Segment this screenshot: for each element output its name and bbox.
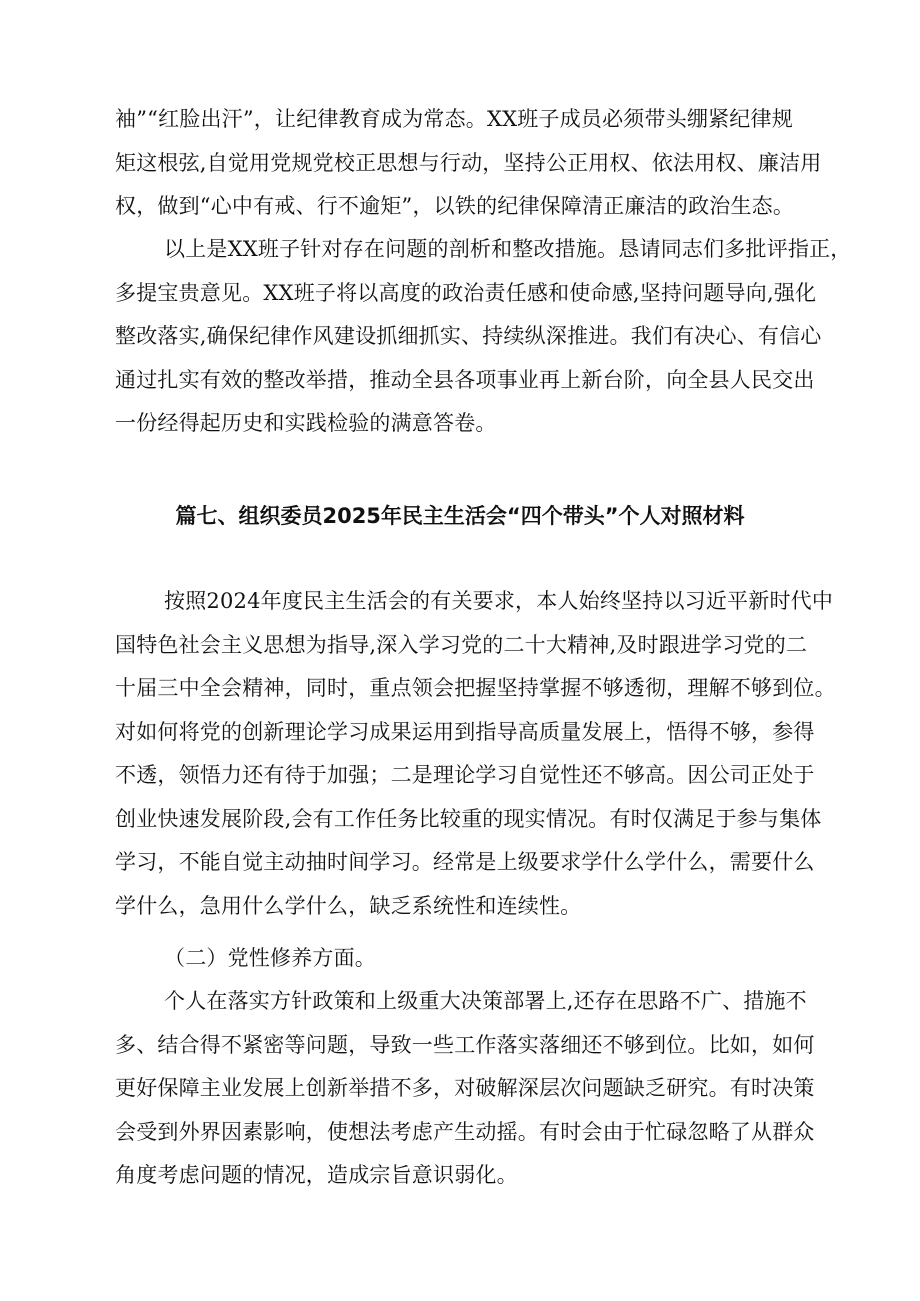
text-line: 袖”“红脸出汗”，让纪律教育成为常态。XX班子成员必须带头绷紧纪律规 [115, 107, 793, 131]
paragraph-discipline-conclusion [115, 98, 822, 229]
text-line: （二）党性修养方面。 [164, 946, 376, 970]
text-line: 权，做到“心中有戒、行不逾矩”，以铁的纪律保障清正廉洁的政治生态。 [115, 194, 795, 218]
text-line: 对如何将党的创新理论学习成果运用到指导高质量发展上，悟得不够，参得 [115, 719, 815, 744]
text-line: 矩这根弦,自觉用党规党校正思想与行动，坚持公正用权、依法用权、廉洁用 [115, 150, 822, 175]
paragraph-closing-statement [115, 228, 852, 446]
text-line: 不透，领悟力还有待于加强；二是理论学习自觉性还不够高。因公司正处于 [115, 763, 815, 787]
section-heading: 篇七、组织委员2025年民主生活会“四个带头”个人对照材料 [175, 504, 745, 528]
subheading-party-cultivation [115, 937, 815, 981]
text-line: 更好保障主业发展上创新举措不多，对破解深层次问题缺乏研究。有时决策 [115, 1076, 815, 1100]
text-line: 国特色社会主义思想为指导,深入学习党的二十大精神,及时跟进学习党的二 [115, 632, 808, 657]
text-line: 十届三中全会精神，同时，重点领会把握坚持掌握不够透彻，理解不够到位。 [115, 676, 836, 700]
text-line: 个人在落实方针政策和上级重大决策部署上,还存在思路不广、措施不 [164, 989, 807, 1013]
text-line: 学习，不能自觉主动抽时间学习。经常是上级要求学什么学什么，需要什么 [115, 850, 815, 874]
text-line: 以上是XX班子针对存在问题的剖析和整改措施。恳请同志们多批评指正， [164, 237, 852, 261]
text-line: 多提宝贵意见。XX班子将以高度的政治责任感和使命感,坚持问题导向,强化 [115, 280, 817, 305]
paragraph-study-problems [115, 580, 836, 928]
text-line: 创业快速发展阶段,会有工作任务比较重的现实情况。有时仅满足于参与集体 [115, 806, 822, 831]
text-line: 按照2024年度民主生活会的有关要求，本人始终坚持以习近平新时代中 [164, 589, 834, 613]
text-line: 多、结合得不紧密等问题，导致一些工作落实落细还不够到位。比如，如何 [115, 1032, 815, 1057]
text-line: 整改落实,确保纪律作风建设抓细抓实、持续纵深推进。我们有决心、有信心 [115, 324, 822, 348]
text-line: 一份经得起历史和实践检验的满意答卷。 [115, 411, 497, 435]
text-line: 会受到外界因素影响，使想法考虑产生动摇。有时会由于忙碌忽略了从群众 [115, 1119, 815, 1144]
text-line: 学什么，急用什么学什么，缺乏系统性和连续性。 [115, 893, 582, 918]
paragraph-policy-implementation [115, 980, 815, 1198]
text-line: 通过扎实有效的整改举措，推动全县各项事业再上新台阶，向全县人民交出 [115, 367, 815, 392]
text-line: 角度考虑问题的情况，造成宗旨意识弱化。 [115, 1163, 518, 1187]
